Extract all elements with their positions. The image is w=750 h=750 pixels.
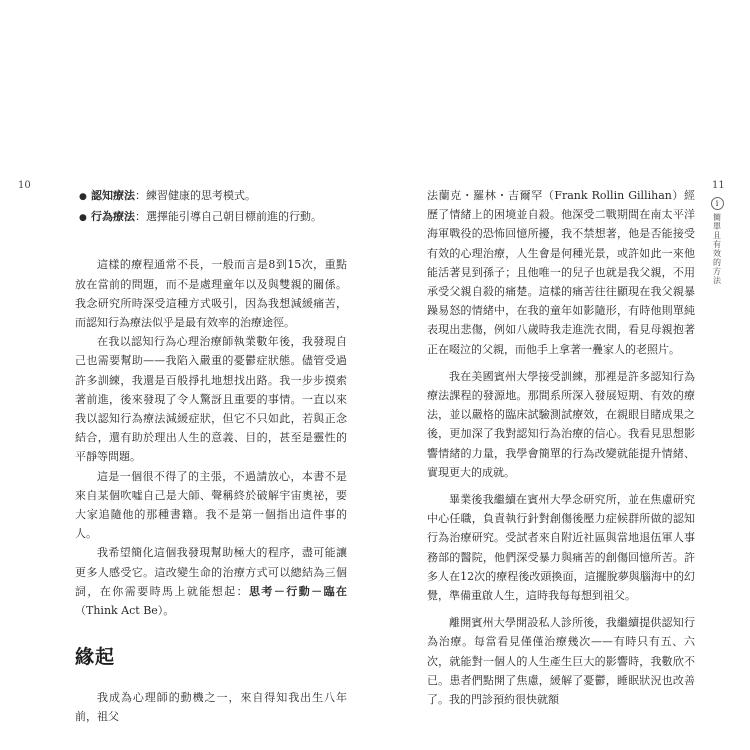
paragraph: 這是一個很不得了的主張，不過請放心，本書不是來自某個吹噓自己是大師、聲稱終於破解宇宙奧祕，要大家追隨他的那種書籍。我不是第一個指出這件事的人。: [75, 469, 347, 541]
bullet-term: 認知療法: [91, 189, 135, 202]
paragraph: 在我以認知行為心理治療師執業數年後，我發現自己也需要幫助——我陷入嚴重的憂鬱症狀態。儘管受過許多訓練，我還是百般掙扎地想找出路。我一步步摸索著前進，後來發現了令人驚訝且重要的事情。一直以來我以認知行為療法減緩症狀，但它不只如此，若與正念結合，還有助於理出人生的意義、目的，甚至是靈性的平靜等問題。: [75, 335, 347, 464]
left-page-body: [75, 186, 347, 727]
bullet-item: [75, 207, 347, 228]
paragraph: 離開賓州大學開設私人診所後，我繼續提供認知行為治療。每當看見僅僅治療幾次——有時只有五、六次，就能對一個人的人生產生巨大的影響時，我數欣不已。患者們點開了焦慮，緩解了憂鬱，睡眠狀況也改善了。我的門診預約很快就額: [427, 616, 695, 707]
bullet-desc: ：選擇能引導自己朝目標前進的行動。: [135, 210, 322, 224]
page-number-left: 10: [18, 180, 31, 191]
page-number-right: 11: [712, 180, 725, 191]
paragraph: 畢業後我繼續在賓州大學念研究所，並在焦慮研究中心任職，負責執行針對創傷後壓力症候群所做的認知行為治療研究。受試者來自附近社區與當地退伍軍人事務部的醫院，他們深受暴力與痛苦的創傷回憶所苦。許多人在12次的療程後改頭換面，這擺脫夢與腦海中的幻覺，準備重啟人生，這時我每每想到祖父。: [427, 493, 695, 603]
paragraph: 我在美國賓州大學接受訓練，那裡是許多認知行為療法課程的發源地。那間系所深入發展短期、有效的療法，並以嚴格的臨床試驗測試療效，在親眼目睹成果之後，更加深了我對認知行為治療的信心。我看見思想影響情緒的力量，我學會簡單的行為改變就能提升情緒、實現更大的成就。: [427, 369, 695, 479]
bullet-desc: ：練習健康的思考模式。: [135, 189, 256, 202]
bullet-dot-icon: ●: [79, 192, 87, 202]
chapter-circle-icon: i: [711, 197, 724, 210]
section-heading: 緣起: [75, 646, 116, 669]
bullet-term: 行為療法: [91, 210, 135, 224]
paragraph: [75, 543, 347, 620]
bullet-dot-icon: ●: [79, 213, 87, 224]
paragraph: 這樣的療程通常不長，一般而言是8到15次，重點放在當前的問題，而不是處理童年以及與雙親的關係。我念研究所時深受這種方式吸引，因為我想減緩痛苦，而認知行為療法似乎是最有效率的治療途徑。: [75, 258, 347, 330]
bullet-item: [75, 186, 347, 207]
right-page-body: [427, 186, 695, 709]
chapter-side-label: 簡單且有效的方法: [712, 213, 722, 285]
slogan: 思考－行動－臨在: [249, 584, 347, 598]
paragraph: 法蘭克・羅林・吉爾罕（Frank Rollin Gillihan）經歷了情緒上的困境並自殺。他深受二戰期間在南太平洋海軍戰役的恐怖回憶所擾，我不禁想著，他是否能接受有效的心理治療，人生會是何種光景，或許如此一來他能活著見到孫子；且他唯一的兒子也就是我父親，不用承受父親自殺的痛楚。這樣的痛苦往往顯現在我父親暴躁易怒的情緒中，在我的童年如影隨形，有時他則單純表現出悲傷，例如八歲時我走進洗衣間，看見母親抱著正在啜泣的父親，而他手上拿著一疊家人的老照片。: [427, 189, 695, 356]
paragraph-text: 我希望簡化這個我發現幫助極大的程序，盡可能讓更多人感受它。這改變生命的治療方式可以總結為三個詞，在你需要時馬上就能想起：: [75, 546, 347, 598]
chapter-side-tab: [708, 197, 726, 285]
slogan-english: （Think Act Be）。: [75, 604, 175, 618]
paragraph: 我成為心理師的動機之一，來自得知我出生八年前，祖父: [75, 691, 347, 724]
